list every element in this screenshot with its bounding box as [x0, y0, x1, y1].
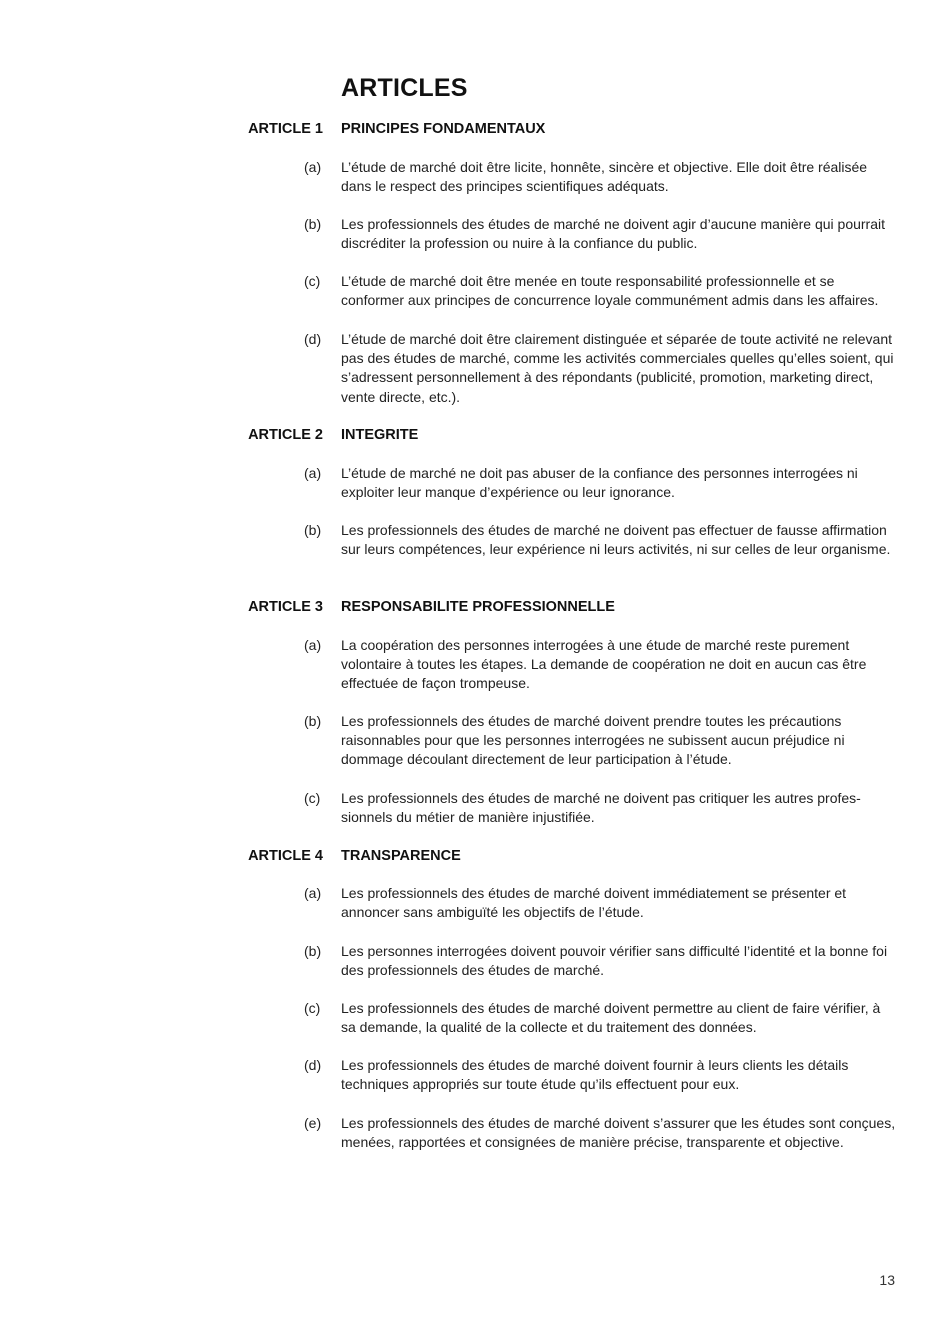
- article-1: [0, 118, 950, 140]
- clause-text: L’étude de marché ne doit pas abuser de la confiance des personnes interrogées ni exploiter leur manque d’expérience ou leur ignorance.: [341, 465, 858, 501]
- clause-text: Les professionnels des études de marché doivent prendre toutes les précautions raisonnables pour que les personnes interrogées ne subissent aucun préjudice ni dommage découlant directement de leur participation à l’étude.: [341, 713, 845, 768]
- page-number: 13: [879, 1272, 895, 1288]
- clause-text: L’étude de marché doit être licite, honnête, sincère et objective. Elle doit être réalisée dans le respect des principes scientifiques adéquats.: [341, 159, 868, 195]
- clause-letter: (b): [304, 522, 322, 538]
- article-4: [0, 845, 950, 867]
- article-header: [0, 118, 950, 140]
- article-number: ARTICLE 4: [248, 848, 323, 864]
- clause-letter: (c): [304, 790, 321, 806]
- clause-text: Les personnes interrogées doivent pouvoir vérifier sans difficulté l’identité et la bonne foi des professionnels des études de marché.: [341, 943, 888, 979]
- clause-text: Les professionnels des études de marché doivent fournir à leurs clients les détails techniques appropriés sur toute étude qu’ils effectuent pour eux.: [341, 1057, 849, 1093]
- clause-letter: (b): [304, 713, 322, 729]
- clause-text: L’étude de marché doit être menée en toute responsabilité professionnelle et se conformer aux principes de concurrence loyale communément admis dans les affaires.: [341, 273, 879, 309]
- article-header: [0, 845, 950, 867]
- article-title: TRANSPARENCE: [341, 848, 461, 864]
- clause-text: Les professionnels des études de marché ne doivent pas effectuer de fausse affirmation sur leurs compétences, leur expérience ni leurs activités, ni sur celles de leur organisme.: [341, 522, 891, 558]
- page-title: ARTICLES: [341, 74, 468, 102]
- clause-letter: (c): [304, 1000, 321, 1016]
- article-2: [0, 424, 950, 446]
- clause-text: Les professionnels des études de marché ne doivent pas critiquer les autres profes-sionnels du métier de manière injustifiée.: [341, 790, 861, 826]
- article-3: [0, 596, 950, 618]
- article-number: ARTICLE 2: [248, 427, 323, 443]
- article-header: [0, 596, 950, 618]
- clause-letter: (d): [304, 1057, 322, 1073]
- article-title: PRINCIPES FONDAMENTAUX: [341, 121, 546, 137]
- article-header: [0, 424, 950, 446]
- clause-text: Les professionnels des études de marché doivent immédiatement se présenter et annoncer sans ambiguïté les objectifs de l’étude.: [341, 885, 847, 921]
- clause-text: Les professionnels des études de marché doivent permettre au client de faire vérifier, à sa demande, la qualité de la collecte et du traitement des données.: [341, 1000, 881, 1036]
- clause-letter: (e): [304, 1115, 322, 1131]
- clause-text: Les professionnels des études de marché doivent s’assurer que les études sont conçues, menées, rapportées et consignées de manière précise, transparente et objective.: [341, 1115, 896, 1151]
- article-number: ARTICLE 1: [248, 121, 323, 137]
- clause-text: Les professionnels des études de marché ne doivent agir d’aucune manière qui pourrait discréditer la profession ou nuire à la confiance du public.: [341, 216, 886, 252]
- clause-letter: (a): [304, 885, 322, 901]
- clause-letter: (b): [304, 216, 322, 232]
- article-number: ARTICLE 3: [248, 599, 323, 615]
- article-title: RESPONSABILITE PROFESSIONNELLE: [341, 599, 615, 615]
- clause-letter: (c): [304, 273, 321, 289]
- clause-letter: (a): [304, 637, 322, 653]
- clause-text: L’étude de marché doit être clairement distinguée et séparée de toute activité ne relevant pas des études de marché, comme les activités commerciales quelles qu’elles soient, qui s’adressent personnellement à des répondants (publicité, promotion, marketing direct, vente directe, etc.).: [341, 331, 894, 405]
- clause-text: La coopération des personnes interrogées à une étude de marché reste purement volontaire à toutes les étapes. La demande de coopération ne doit en aucun cas être effectuée de façon trompeuse.: [341, 637, 867, 692]
- clause-letter: (a): [304, 465, 322, 481]
- article-title: INTEGRITE: [341, 427, 419, 443]
- clause-letter: (b): [304, 943, 322, 959]
- clause-letter: (a): [304, 159, 322, 175]
- clause-letter: (d): [304, 331, 322, 347]
